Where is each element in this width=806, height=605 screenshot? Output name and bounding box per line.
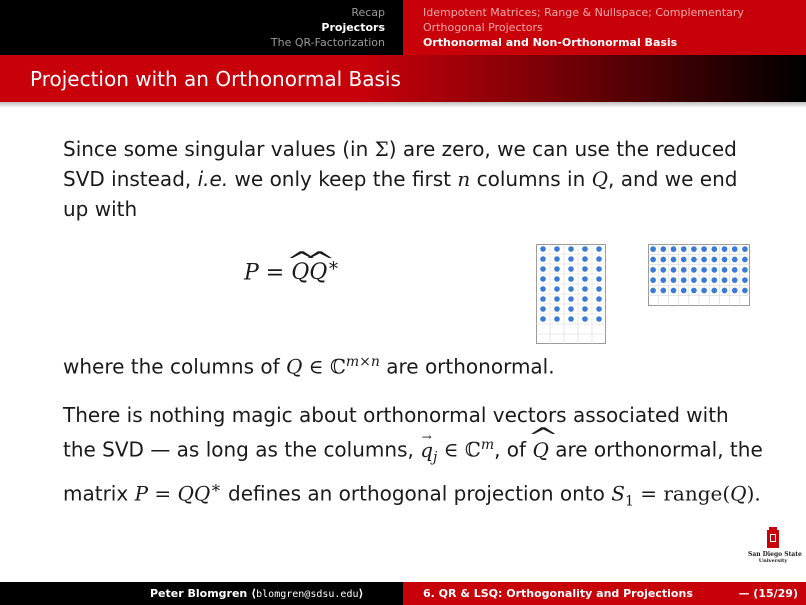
wide-matrix-entry-dot (722, 257, 728, 263)
wide-matrix-entry-dot (701, 267, 707, 273)
text: ). (746, 481, 761, 506)
wide-matrix-entry-dot (722, 277, 728, 283)
nav-subsection-idempotent[interactable]: Idempotent Matrices; Range & Nullspace; Complementary (423, 6, 744, 19)
wide-matrix-entry-dot (650, 246, 656, 252)
text: we only keep the first (228, 167, 458, 191)
nav-subsection-orthonormal-basis[interactable]: Orthonormal and Non-Orthonormal Basis (423, 36, 678, 49)
logo-text-line-2: University (758, 558, 788, 564)
element-of: ∈ (302, 354, 330, 379)
math-QQ: QQ (177, 481, 211, 506)
header-navigation (0, 0, 806, 55)
wide-matrix-entry-dot (691, 288, 697, 294)
equals-sign: = (258, 260, 292, 286)
nav-subsection-orthogonal-projectors[interactable]: Orthogonal Projectors (423, 21, 543, 34)
footer-talk-title: 6. QR & LSQ: Orthogonality and Projections (423, 587, 693, 600)
text: are orthonormal. (379, 354, 555, 379)
sdsu-logo-icon (748, 526, 802, 574)
wide-matrix-entry-dot (671, 246, 677, 252)
tall-matrix-entry-dot (554, 246, 560, 252)
math-Q-hat: ^ Q (291, 260, 309, 285)
tall-matrix-entry-dot (540, 256, 546, 262)
footer-author-panel (0, 582, 403, 605)
tall-matrix-entry-dot (582, 286, 588, 292)
wide-matrix-entry-dot (660, 246, 666, 252)
wide-matrix-entry-dot (681, 267, 687, 273)
author-email: blomgren@sdsu.edu (256, 589, 359, 600)
wide-matrix-entry-dot (681, 246, 687, 252)
wide-matrix-entry-dot (650, 267, 656, 273)
tall-matrix-entry-dot (582, 316, 588, 322)
tall-matrix-figure (536, 244, 606, 344)
tall-matrix-entry-dot (596, 296, 602, 302)
tall-matrix-entry-dot (554, 266, 560, 272)
wide-matrix-entry-dot (722, 267, 728, 273)
tall-matrix-entry-dot (582, 266, 588, 272)
wide-matrix-entry-dot (681, 277, 687, 283)
logo-text-line-1: San Diego State (748, 551, 802, 558)
math-q-vector: → q (420, 435, 433, 465)
text: columns in (470, 167, 592, 191)
conjugate-transpose-star: ∗ (327, 255, 340, 276)
footer-talk-panel (403, 582, 806, 605)
wide-matrix-entry-dot (660, 267, 666, 273)
tall-matrix-entry-dot (568, 306, 574, 312)
wide-matrix-entry-dot (691, 277, 697, 283)
tall-matrix-entry-dot (582, 296, 588, 302)
complex-numbers: ℂ (329, 354, 346, 379)
wide-matrix-entry-dot (691, 267, 697, 273)
element-of: ∈ (437, 437, 465, 462)
wide-matrix-entry-dot (671, 267, 677, 273)
subscript-j: j (433, 449, 438, 466)
tall-matrix-entry-dot (540, 276, 546, 282)
wide-matrix-entry-dot (650, 257, 656, 263)
wide-matrix-entry-dot (660, 277, 666, 283)
math-Q: Q (730, 481, 747, 506)
wide-matrix-entry-dot (742, 246, 748, 252)
math-S: S (611, 481, 625, 506)
wide-matrix-entry-dot (742, 288, 748, 294)
text: ) are zero, we can use the reduced SVD instead, (63, 137, 737, 191)
tall-matrix-entry-dot (596, 276, 602, 282)
text: , of (494, 437, 533, 462)
text: where the columns of (63, 354, 286, 379)
text: , and we end up with (63, 167, 738, 221)
tall-matrix-entry-dot (540, 316, 546, 322)
wide-matrix-entry-dot (711, 288, 717, 294)
nav-section-qr-factorization[interactable]: The QR-Factorization (270, 36, 385, 49)
wide-matrix-entry-dot (691, 246, 697, 252)
tall-matrix-entry-dot (596, 286, 602, 292)
equals-sign: = (633, 481, 664, 506)
tall-matrix-entry-dot (554, 316, 560, 322)
tall-matrix-entry-dot (568, 276, 574, 282)
sdsu-tower-icon (767, 527, 779, 548)
equals-sign: = (148, 481, 178, 506)
footer-page-number: — (15/29) (738, 587, 798, 600)
wide-matrix-entry-dot (732, 277, 738, 283)
tall-matrix-entry-dot (568, 316, 574, 322)
tall-matrix-entry-dot (554, 286, 560, 292)
wide-matrix-entry-dot (681, 257, 687, 263)
math-Q: Q (591, 167, 609, 191)
footer (0, 582, 806, 605)
wide-matrix-entry-dot (732, 288, 738, 294)
wide-matrix-figure (648, 244, 750, 306)
text: defines an orthogonal projection onto (221, 481, 612, 506)
nav-sections-panel (0, 0, 403, 55)
dims-m-by-n: m×n (345, 354, 380, 370)
conjugate-transpose-star: ∗ (210, 477, 222, 497)
wide-matrix-entry-dot (732, 267, 738, 273)
tall-matrix-entry-dot (568, 266, 574, 272)
wide-matrix-entry-dot (701, 246, 707, 252)
email-bracket-open: ⟨ (251, 587, 257, 600)
author-name: Peter Blomgren (150, 587, 248, 600)
wide-matrix-entry-dot (671, 288, 677, 294)
wide-matrix-entry-dot (711, 267, 717, 273)
tall-matrix-entry-dot (582, 306, 588, 312)
tall-matrix-entry-dot (554, 296, 560, 302)
math-Q-hat: ^ Q (532, 435, 548, 465)
wide-matrix-entry-dot (701, 277, 707, 283)
wide-matrix-entry-dot (722, 246, 728, 252)
wide-matrix-entry-dot (742, 257, 748, 263)
tall-matrix-entry-dot (582, 256, 588, 262)
tall-matrix-entry-dot (568, 256, 574, 262)
text: are orthonormal, the matrix (63, 437, 763, 506)
complex-numbers: ℂ (464, 437, 481, 462)
wide-matrix-entry-dot (701, 257, 707, 263)
wide-matrix-entry-dot (711, 257, 717, 263)
wide-matrix-entry-dot (671, 277, 677, 283)
tall-matrix-entry-dot (596, 306, 602, 312)
wide-matrix-entry-dot (691, 257, 697, 263)
paragraph-columns-orthonormal (63, 347, 763, 382)
tall-matrix-entry-dot (554, 276, 560, 282)
tall-matrix-entry-dot (568, 296, 574, 302)
wide-matrix-entry-dot (711, 277, 717, 283)
wide-matrix-entry-dot (742, 277, 748, 283)
text: There is nothing magic about orthonormal vectors associated with the SVD — as long as the columns, (63, 403, 729, 462)
math-Q-hat: ^ Q (309, 260, 327, 285)
tall-matrix-entry-dot (554, 306, 560, 312)
nav-section-recap[interactable]: Recap (351, 6, 385, 19)
wide-matrix-entry-dot (650, 288, 656, 294)
frame-title: Projection with an Orthonormal Basis (30, 67, 401, 91)
title-shadow (0, 102, 806, 108)
wide-matrix-entry-dot (660, 257, 666, 263)
tall-matrix-entry-dot (554, 256, 560, 262)
nav-subsections (423, 5, 744, 50)
tall-matrix-entry-dot (540, 246, 546, 252)
footer-author (150, 587, 364, 600)
wide-matrix-entry-dot (722, 288, 728, 294)
wide-matrix-entry-dot (732, 246, 738, 252)
sigma-symbol: Σ (374, 137, 389, 161)
tall-matrix-entry-dot (582, 276, 588, 282)
wide-matrix-entry-dot (671, 257, 677, 263)
wide-matrix-entry-dot (701, 288, 707, 294)
tall-matrix-entry-dot (596, 246, 602, 252)
tall-matrix-entry-dot (582, 246, 588, 252)
nav-subsections-panel (403, 0, 806, 55)
tall-matrix-entry-dot (540, 306, 546, 312)
tall-matrix-entry-dot (596, 256, 602, 262)
wide-matrix-entry-dot (681, 288, 687, 294)
frame-title-band (0, 55, 806, 102)
wide-matrix-entry-dot (742, 267, 748, 273)
tall-matrix-entry-dot (596, 266, 602, 272)
tall-matrix-entry-dot (540, 296, 546, 302)
math-P: P (244, 260, 259, 286)
wide-matrix-entry-dot (650, 277, 656, 283)
tall-matrix-entry-dot (596, 316, 602, 322)
range-operator: range (663, 481, 723, 506)
wide-matrix-entry-dot (660, 288, 666, 294)
tall-matrix-entry-dot (568, 246, 574, 252)
superscript-m: m (480, 437, 495, 453)
nav-sections (271, 5, 385, 50)
math-P: P (134, 481, 149, 506)
text: Since some singular values (in (63, 137, 375, 161)
paragraph-reduced-svd (63, 134, 763, 224)
tall-matrix-entry-dot (540, 266, 546, 272)
tall-matrix-entry-dot (568, 286, 574, 292)
equation-projector (244, 255, 340, 285)
wide-matrix-entry-dot (711, 246, 717, 252)
wide-matrix-entry-dot (732, 257, 738, 263)
nav-section-projectors[interactable]: Projectors (321, 21, 385, 34)
subscript-1: 1 (624, 493, 634, 510)
text-ie: i.e. (197, 167, 229, 191)
math-Q: Q (286, 354, 303, 379)
math-n: n (457, 167, 471, 191)
tall-matrix-entry-dot (540, 286, 546, 292)
email-bracket-close: ⟩ (358, 587, 364, 600)
paragraph-orthogonal-projection (63, 400, 763, 516)
text: ( (722, 481, 731, 506)
